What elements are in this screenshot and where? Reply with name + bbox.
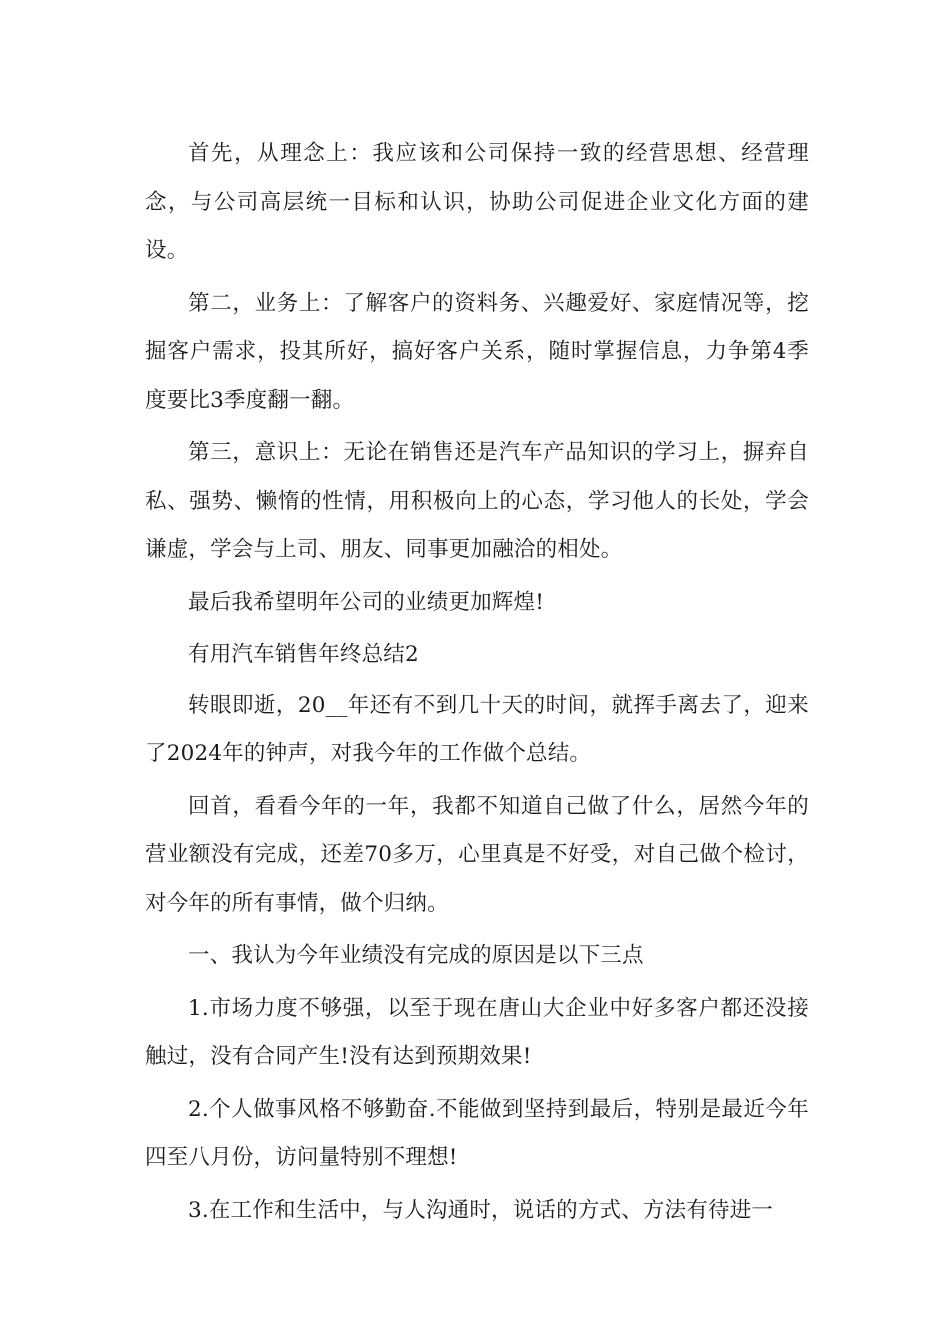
- list-item-reason-2: 2.个人做事风格不够勤奋.不能做到坚持到最后，特别是最近今年四至八月份，访问量特别不理想!: [145, 1096, 809, 1170]
- paragraph-concept: 首先，从理念上：我应该和公司保持一致的经营思想、经营理念，与公司高层统一目标和认识，协助公司促进企业文化方面的建设。: [145, 141, 809, 263]
- paragraph-awareness: 第三，意识上：无论在销售还是汽车产品知识的学习上，摒弃自私、强势、懒惰的性情，用积极向上的心态，学习他人的长处，学会谦虚，学会与上司、朋友、同事更加融洽的相处。: [145, 440, 809, 562]
- paragraph-reasons-heading: 一、我认为今年业绩没有完成的原因是以下三点: [188, 943, 644, 968]
- document-body: [145, 130, 809, 1239]
- list-item-reason-3: 3.在工作和生活中，与人沟通时，说话的方式、方法有待进一: [188, 1197, 774, 1223]
- paragraph-intro: 转眼即逝，20__年还有不到几十天的时间，就挥手离去了，迎来了2024年的钟声，对我今年的工作做个总结。: [145, 692, 809, 766]
- paragraph-closing-wish: 最后我希望明年公司的业绩更加辉煌!: [188, 589, 545, 615]
- paragraph-business: 第二，业务上：了解客户的资料务、兴趣爱好、家庭情况等，挖掘客户需求，投其所好，搞好客户关系，随时掌握信息，力争第4季度要比3季度翻一翻。: [145, 290, 809, 413]
- section-title: 有用汽车销售年终总结2: [188, 642, 419, 667]
- list-item-reason-1: 1.市场力度不够强，以至于现在唐山大企业中好多客户都还没接触过，没有合同产生!没有达到预期效果!: [145, 995, 809, 1069]
- paragraph-review: 回首，看看今年的一年，我都不知道自己做了什么，居然今年的营业额没有完成，还差70多万，心里真是不好受，对自己做个检讨，对今年的所有事情，做个归纳。: [145, 793, 809, 916]
